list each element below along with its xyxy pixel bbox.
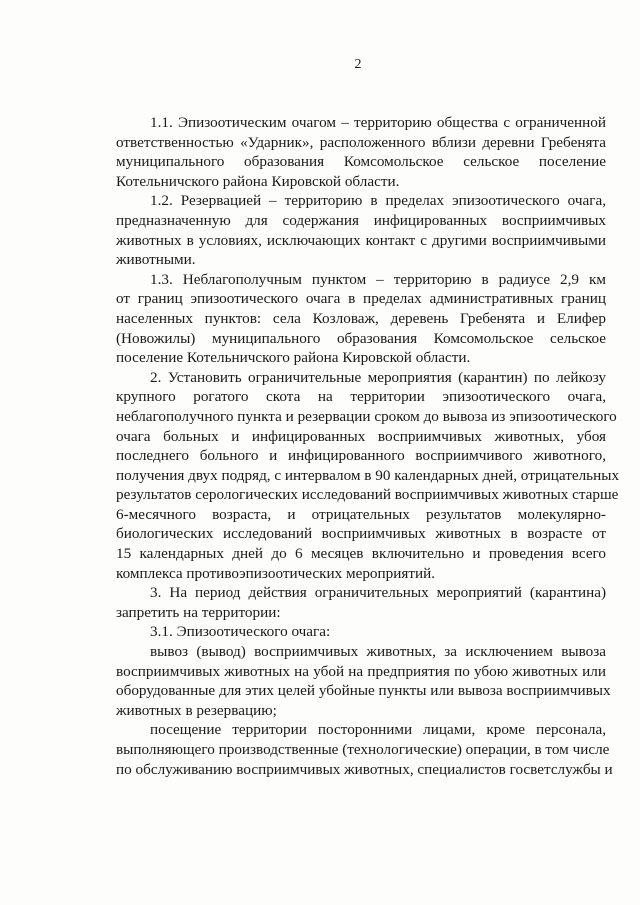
text-line: получения двух подряд, с интервалом в 90 календарных дней, отрицательных [116, 466, 620, 484]
paragraph [116, 583, 606, 622]
text-line: 3.1. Эпизоотического очага: [150, 623, 331, 641]
text-line: биологических исследований восприимчивых животных в возрасте от [116, 525, 606, 543]
text-line: посещение территории посторонними лицами, кроме персонала, [150, 721, 606, 739]
text-line: от границ эпизоотического очага в пределах административных границ [116, 290, 606, 308]
text-line: 15 календарных дней до 6 месяцев включительно и проведения всего [116, 545, 606, 563]
text-line: оборудованные для этих целей убойные пункты или вывоза восприимчивых [116, 682, 611, 700]
document-body [116, 113, 620, 779]
text-line: животными. [116, 251, 196, 269]
paragraph [116, 368, 620, 584]
text-line: 3. На период действия ограничительных мероприятий (карантина) [150, 584, 606, 602]
text-line: 6-месячного возраста, и отрицательных результатов молекулярно- [116, 505, 606, 523]
text-line: запретить на территории: [116, 603, 281, 621]
text-line: последнего больного и инфицированного восприимчивого животного, [116, 447, 606, 465]
text-line: выполняющего производственные (технологические) операции, в том числе [116, 741, 610, 758]
text-line: ответственностью «Ударник», расположенного вблизи деревни Гребенята [116, 133, 606, 151]
text-line: комплекса противоэпизоотических мероприятий. [116, 564, 436, 582]
paragraph [116, 720, 613, 779]
text-line: Котельничского района Кировской области. [116, 172, 400, 190]
text-line: муниципального образования Комсомольское сельское поселение [116, 153, 606, 171]
text-line: животных в резервацию; [116, 701, 277, 719]
text-line: по обслуживанию восприимчивых животных, специалистов госветслужбы и [116, 760, 613, 778]
text-line: 1.2. Резервацией – территорию в пределах эпизоотического очага, [150, 192, 606, 210]
text-line: 1.3. Неблагополучным пунктом – территорию в радиусе 2,9 км [150, 270, 606, 288]
text-line: восприимчивых животных на убой на предприятия по убою животных или [116, 662, 606, 680]
paragraph [116, 642, 611, 720]
text-line: населенных пунктов: села Козловаж, деревень Гребенята и Елифер [116, 309, 606, 327]
paragraph [116, 191, 606, 269]
text-line: 2. Установить ограничительные мероприятия (карантин) по лейкозу [150, 368, 606, 386]
text-line: животных в условиях, исключающих контакт с другими восприимчивыми [116, 231, 606, 249]
text-line: 1.1. Эпизоотическим очагом – территорию общества с ограниченной [150, 114, 606, 131]
paragraph [116, 113, 606, 191]
text-line: (Новожилы) муниципального образования Комсомольское сельское [116, 329, 606, 347]
text-line: результатов серологических исследований восприимчивых животных старше [116, 486, 619, 504]
page-number: 2 [354, 57, 362, 72]
text-line: предназначенную для содержания инфицированных восприимчивых [116, 211, 606, 229]
paragraph [116, 270, 606, 368]
text-line: крупного рогатого скота на территории эпизоотического очага, [116, 388, 606, 406]
text-line: вывоз (вывод) восприимчивых животных, за исключением вывоза [150, 643, 606, 661]
paragraph [116, 622, 606, 642]
text-line: поселение Котельничского района Кировской области. [116, 349, 471, 367]
text-line: очага больных и инфицированных восприимчивых животных, убоя [116, 427, 606, 445]
text-line: неблагополучного пункта и резервации сроком до вывоза из эпизоотического [116, 407, 617, 425]
